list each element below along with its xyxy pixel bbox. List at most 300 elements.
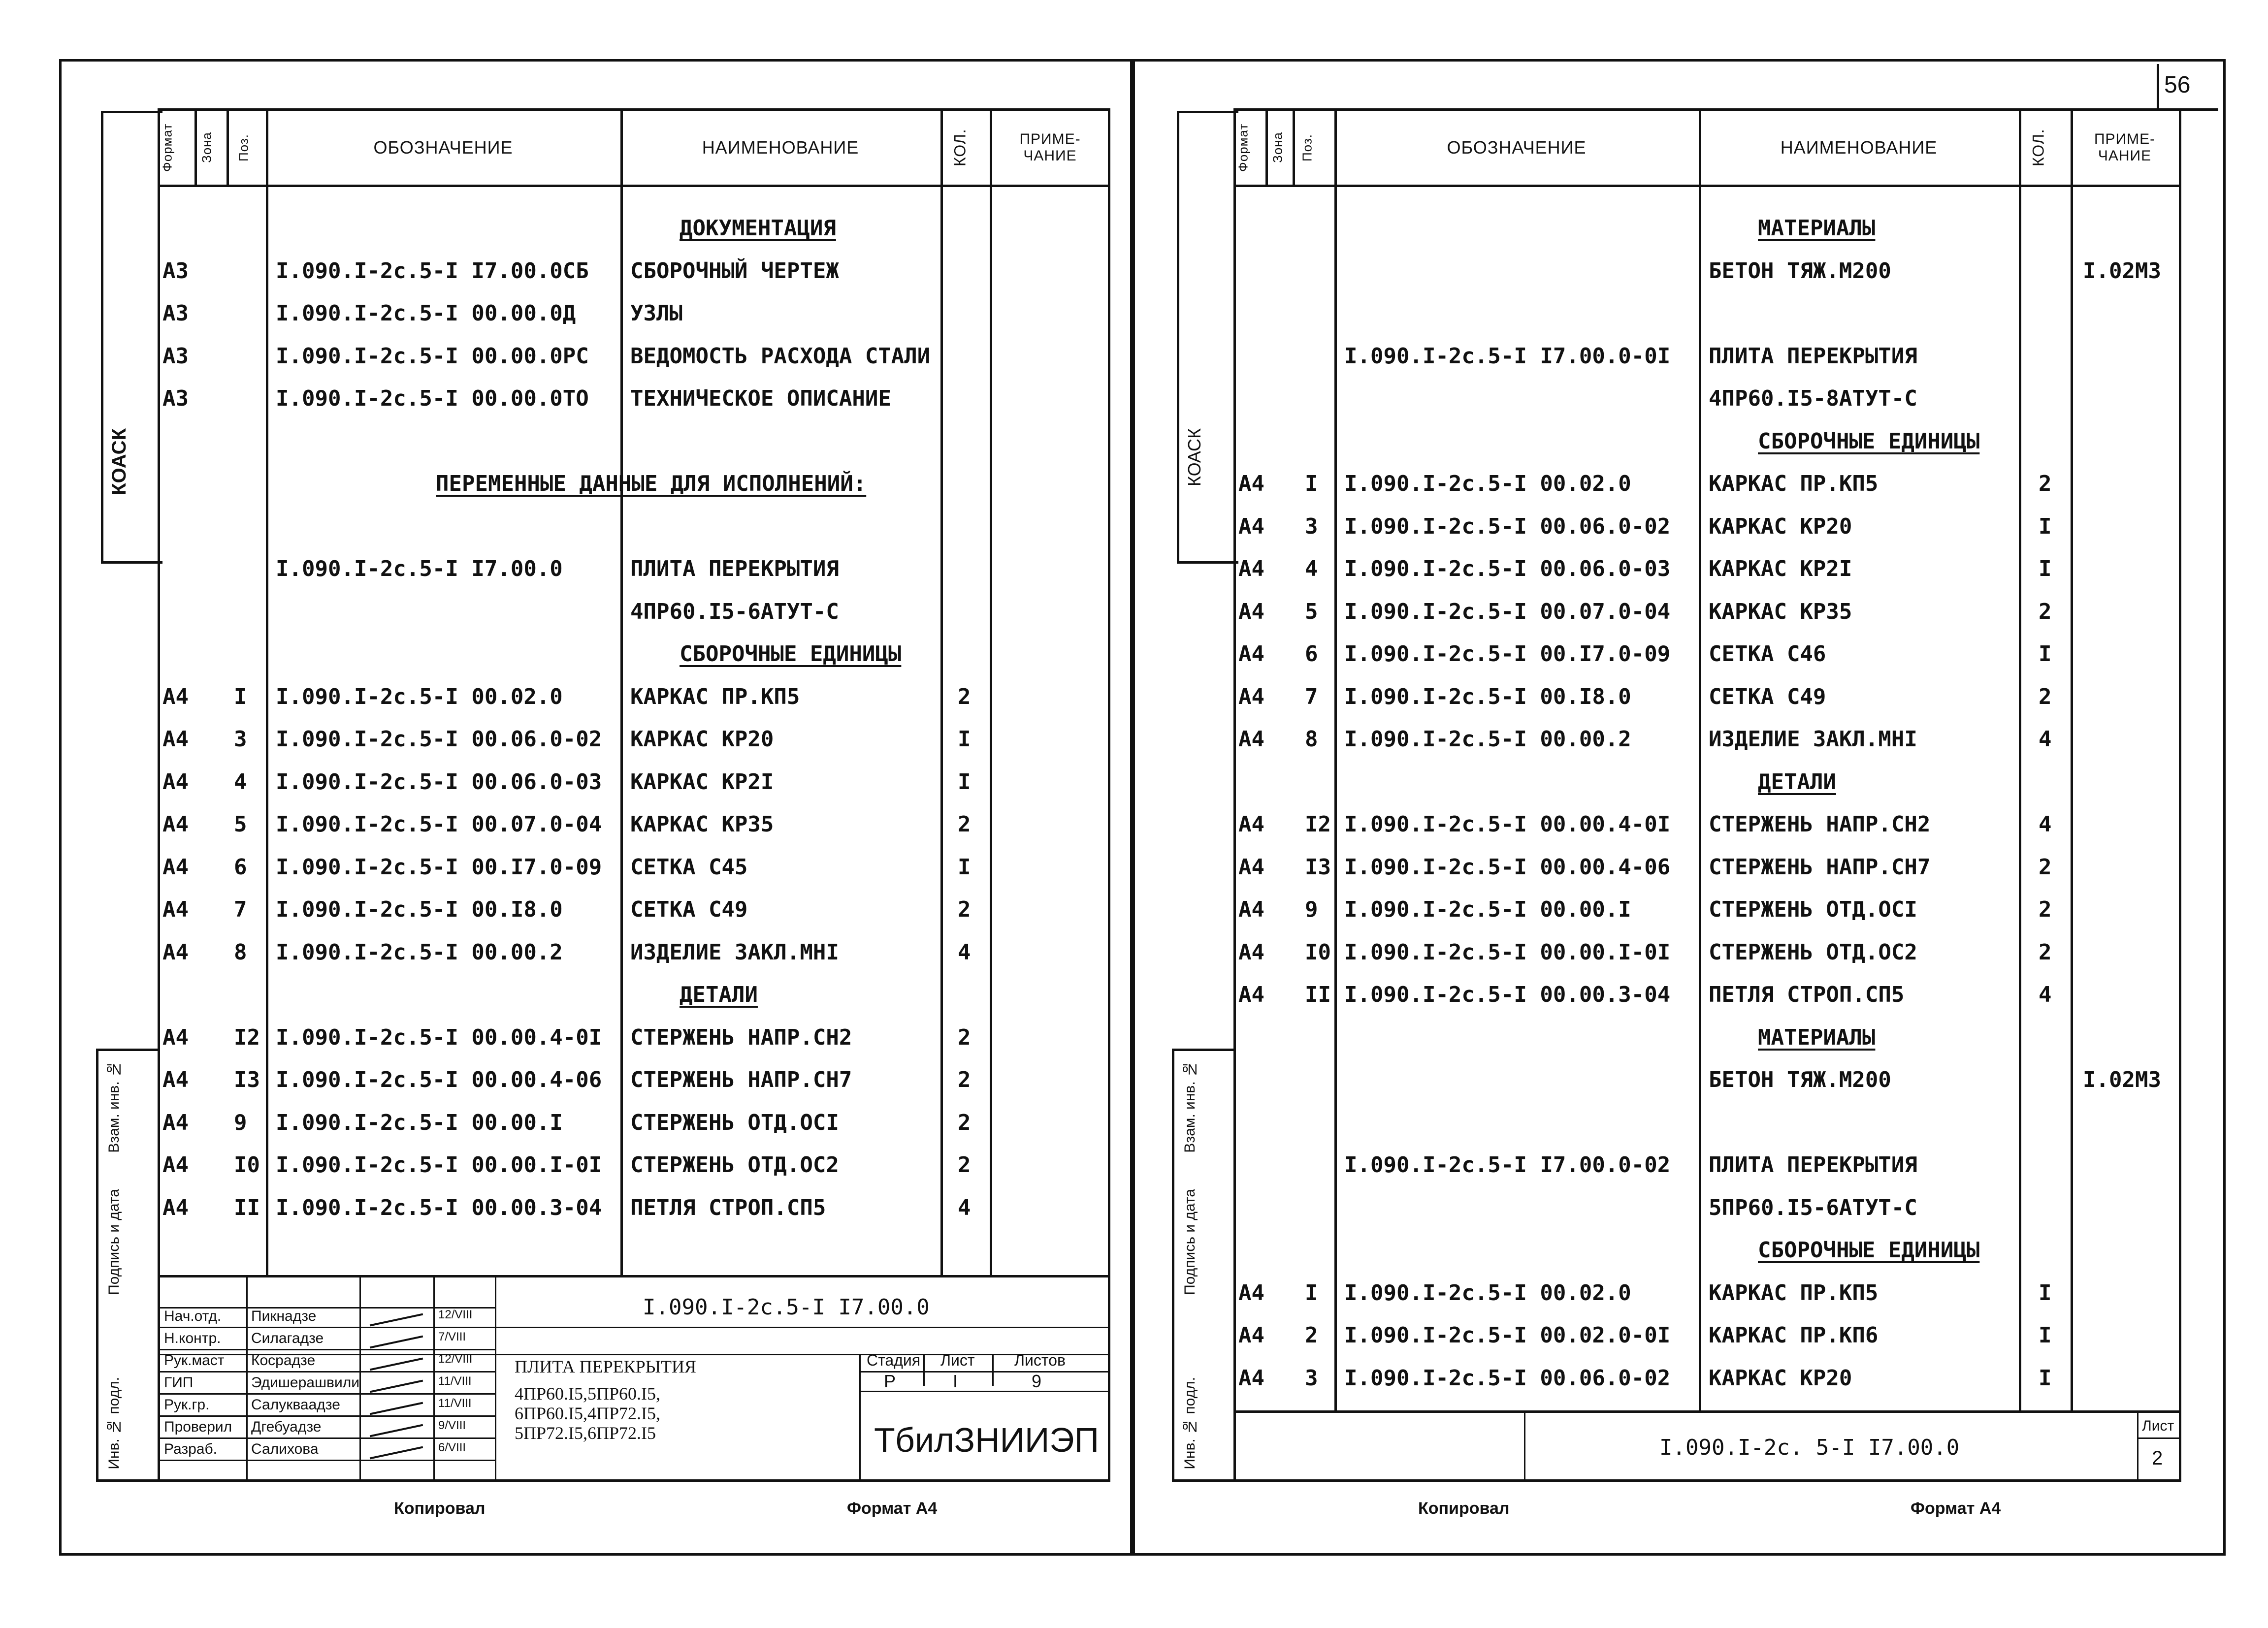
designation-cell: I.090.I-2с.5-I 00.02.0 (1344, 1280, 1631, 1306)
spec-row (160, 1144, 1108, 1186)
position-cell: 3 (1305, 1365, 1318, 1391)
tb-date: 11/VIII (438, 1397, 472, 1410)
format-cell: А4 (1238, 1323, 1264, 1348)
designation-cell: I.090.I-2с.5-I 00.00.4-06 (1344, 854, 1671, 880)
name-cell: УЗЛЫ (630, 301, 682, 326)
format-cell: А4 (162, 684, 189, 709)
tb-date: 12/VIII (438, 1308, 473, 1321)
qty-cell: I (2039, 556, 2052, 581)
name-cell: СБОРОЧНЫЕ ЕДИНИЦЫ (1758, 1238, 1980, 1263)
spec-row (1236, 1101, 2179, 1144)
signature-mark (370, 1380, 423, 1393)
spec-row (1236, 888, 2179, 930)
tb-date: 6/VIII (438, 1441, 466, 1454)
name-cell: СТЕРЖЕНЬ ОТД.ОС2 (630, 1152, 839, 1178)
signature-mark (370, 1446, 423, 1460)
format-cell: А4 (1238, 641, 1264, 667)
left-footer-format: Формат А4 (847, 1499, 938, 1518)
right-stamp-box (1177, 111, 1238, 564)
name-cell: КАРКАС КР2I (1709, 556, 1852, 581)
name-cell: СТЕРЖЕНЬ НАПР.СН7 (630, 1067, 852, 1092)
name-cell: ПЕТЛЯ СТРОП.СП5 (1709, 982, 1905, 1007)
header-zone: Зона (1270, 132, 1285, 163)
position-cell: 6 (234, 854, 247, 880)
qty-cell: 2 (958, 897, 971, 922)
spec-row (1236, 633, 2179, 675)
qty-cell: I (958, 727, 971, 752)
spec-row (160, 590, 1108, 633)
right-spec-rows (1236, 207, 2179, 1413)
spec-row (1236, 462, 2179, 505)
spec-row (1236, 803, 2179, 845)
spec-row (1236, 761, 2179, 803)
spec-row (1236, 973, 2179, 1016)
name-cell: СТЕРЖЕНЬ ОТД.ОСI (630, 1110, 839, 1135)
left-side-labels (96, 1049, 160, 1482)
spec-row (1236, 1229, 2179, 1271)
name-cell: БЕТОН ТЯЖ.М200 (1709, 1067, 1891, 1092)
spec-row (160, 547, 1108, 590)
name-cell: ПЛИТА ПЕРЕКРЫТИЯ (1709, 1152, 1917, 1178)
designation-cell: I.090.I-2с.5-I 00.02.0-0I (1344, 1323, 1671, 1348)
qty-cell: 2 (2039, 897, 2052, 922)
spec-row (1236, 931, 2179, 973)
name-cell: БЕТОН ТЯЖ.М200 (1709, 258, 1891, 284)
spec-row (1236, 718, 2179, 760)
signature-mark (370, 1424, 423, 1437)
tb-role: Проверил (164, 1419, 232, 1435)
name-cell: ТЕХНИЧЕСКОЕ ОПИСАНИЕ (630, 386, 891, 411)
right-side-labels (1172, 1049, 1236, 1482)
tb-date: 9/VIII (438, 1419, 466, 1432)
position-cell: 5 (1305, 599, 1318, 624)
name-cell: КАРКАС КР20 (630, 727, 774, 752)
qty-cell: I (2039, 641, 2052, 667)
spec-row (160, 335, 1108, 377)
spec-row (160, 1186, 1108, 1229)
name-cell: ВЕДОМОСТЬ РАСХОДА СТАЛИ (630, 343, 931, 369)
spec-row (1236, 207, 2179, 249)
position-cell: I0 (234, 1152, 260, 1178)
spec-row (160, 846, 1108, 888)
qty-cell: 4 (958, 939, 971, 965)
position-cell: 9 (1305, 897, 1318, 922)
position-cell: 7 (1305, 684, 1318, 709)
designation-cell: I.090.I-2с.5-I 00.00.I (1344, 897, 1631, 922)
qty-cell: 4 (958, 1195, 971, 1220)
tb-name: Пикнадзе (251, 1308, 317, 1324)
designation-cell: I.090.I-2с.5-I 00.00.I (276, 1110, 563, 1135)
format-cell: А4 (1238, 854, 1264, 880)
qty-cell: 2 (2039, 599, 2052, 624)
signature-mark (370, 1336, 423, 1349)
left-footer-copied: Копировал (394, 1499, 486, 1518)
signature-mark (370, 1402, 423, 1415)
format-cell: А4 (162, 727, 189, 752)
format-cell: А4 (1238, 939, 1264, 965)
designation-cell: I.090.I-2с.5-I 00.02.0 (1344, 471, 1631, 496)
spec-row (1236, 547, 2179, 590)
qty-cell: 2 (958, 1152, 971, 1178)
name-cell: ПЕТЛЯ СТРОП.СП5 (630, 1195, 826, 1220)
format-cell: А4 (1238, 556, 1264, 581)
designation-cell: I.090.I-2с.5-I 00.02.0 (276, 684, 563, 709)
spec-row (1236, 590, 2179, 633)
designation-cell: I.090.I-2с.5-I 00.06.0-03 (276, 769, 602, 795)
designation-cell: I.090.I-2с.5-I 00.06.0-02 (276, 727, 602, 752)
qty-cell: 2 (2039, 854, 2052, 880)
left-stamp-box (101, 111, 162, 564)
tb-date: 11/VIII (438, 1374, 472, 1388)
header-qty: КОЛ. (951, 128, 969, 167)
note-cell: I.02М3 (2083, 258, 2161, 284)
spec-row (160, 1058, 1108, 1101)
tb-name: Силагадзе (251, 1330, 324, 1346)
format-cell: А4 (162, 897, 189, 922)
spec-row (160, 250, 1108, 292)
spec-row (1236, 505, 2179, 547)
spec-row (1236, 675, 2179, 718)
designation-cell: I.090.I-2с.5-I 00.00.3-04 (1344, 982, 1671, 1007)
spec-row (160, 633, 1108, 675)
header-zone: Зона (199, 132, 214, 163)
spec-row (1236, 292, 2179, 334)
position-cell: 4 (1305, 556, 1318, 581)
tb-role: ГИП (164, 1374, 194, 1391)
format-cell: А4 (1238, 599, 1264, 624)
position-cell: 3 (234, 727, 247, 752)
qty-cell: I (2039, 1365, 2052, 1391)
position-cell: I2 (1305, 812, 1331, 837)
name-cell: СТЕРЖЕНЬ ОТД.ОСI (1709, 897, 1917, 922)
name-cell: МАТЕРИАЛЫ (1758, 1024, 1876, 1050)
name-cell: КАРКАС КР20 (1709, 1365, 1852, 1391)
label-inv-no: Инв. № подл. (1182, 1377, 1198, 1469)
qty-cell: I (2039, 513, 2052, 539)
right-title-block (1233, 1410, 2181, 1482)
name-cell: 4ПР60.I5-6АТУТ-С (630, 599, 839, 624)
spec-row (160, 803, 1108, 845)
page-number-box (2157, 64, 2218, 111)
designation-cell: I.090.I-2с.5-I 00.I7.0-09 (1344, 641, 1671, 667)
position-cell: I0 (1305, 939, 1331, 965)
tb-stage-label: Стадия (867, 1351, 921, 1369)
name-cell: КАРКАС КР35 (1709, 599, 1852, 624)
left-title-block (158, 1275, 1110, 1482)
position-cell: 5 (234, 812, 247, 837)
label-replace-inv: Взам. инв. № (1182, 1061, 1198, 1153)
label-inv-no: Инв. № подл. (106, 1377, 122, 1469)
name-cell: СТЕРЖЕНЬ НАПР.СН2 (630, 1024, 852, 1050)
spec-row (1236, 250, 2179, 292)
designation-cell: I.090.I-2с.5-I 00.06.0-02 (1344, 513, 1671, 539)
qty-cell: 2 (958, 1110, 971, 1135)
header-format: Формат (160, 123, 175, 172)
designation-cell: I.090.I-2с.5-I I7.00.0СБ (276, 258, 589, 284)
tb-stage: Р (884, 1371, 896, 1391)
tb-variant-1: 4ПР60.I5,5ПР60.I5, (515, 1384, 661, 1404)
signature-mark (370, 1313, 423, 1327)
header-qty: КОЛ. (2029, 128, 2047, 167)
format-cell: А4 (162, 769, 189, 795)
designation-cell: I.090.I-2с.5-I 00.00.0ТО (276, 386, 589, 411)
designation-cell: I.090.I-2с.5-I 00.00.3-04 (276, 1195, 602, 1220)
tb-name: Эдишерашвили (251, 1374, 359, 1391)
position-cell: I3 (1305, 854, 1331, 880)
name-cell: СЕТКА С45 (630, 854, 748, 880)
designation-cell: I.090.I-2с.5-I 00.00.I-0I (1344, 939, 1671, 965)
spec-row (1236, 1016, 2179, 1058)
left-spec-rows (160, 207, 1108, 1265)
spec-row (1236, 1357, 2179, 1399)
qty-cell: I (2039, 1323, 2052, 1348)
name-cell: СТЕРЖЕНЬ НАПР.СН7 (1709, 854, 1931, 880)
qty-cell: 4 (2039, 812, 2052, 837)
qty-cell: 2 (2039, 939, 2052, 965)
name-cell: 4ПР60.I5-8АТУТ-С (1709, 386, 1917, 411)
tb-variant-2: 6ПР60.I5,4ПР72.I5, (515, 1404, 661, 1423)
tb-doc-code: I.090.I-2с.5-I I7.00.0 (643, 1295, 930, 1320)
position-cell: 7 (234, 897, 247, 922)
header-note: ПРИМЕ- ЧАНИЕ (1019, 131, 1081, 164)
position-cell: 4 (234, 769, 247, 795)
designation-cell: I.090.I-2с.5-I I7.00.0-0I (1344, 343, 1671, 369)
designation-cell: I.090.I-2с.5-I 00.06.0-02 (1344, 1365, 1671, 1391)
position-cell: I3 (234, 1067, 260, 1092)
spec-row (160, 292, 1108, 334)
designation-cell: I.090.I-2с.5-I 00.00.I-0I (276, 1152, 602, 1178)
tb-role: Рук.маст (164, 1352, 225, 1369)
name-cell: ПЛИТА ПЕРЕКРЫТИЯ (1709, 343, 1917, 369)
spec-row (160, 505, 1108, 547)
format-cell: А4 (162, 1195, 189, 1220)
spec-row (160, 888, 1108, 930)
spec-row (1236, 1314, 2179, 1356)
spec-row (160, 207, 1108, 249)
format-cell: А4 (1238, 727, 1264, 752)
header-name: НАИМЕНОВАНИЕ (702, 137, 859, 158)
name-cell: КАРКАС КР2I (630, 769, 774, 795)
format-cell: А3 (162, 258, 189, 284)
format-cell: А4 (162, 939, 189, 965)
name-cell: СТЕРЖЕНЬ ОТД.ОС2 (1709, 939, 1917, 965)
format-cell: А3 (162, 386, 189, 411)
format-cell: А4 (1238, 471, 1264, 496)
spec-row (1236, 846, 2179, 888)
tb-role: Нач.отд. (164, 1308, 222, 1324)
position-cell: 2 (1305, 1323, 1318, 1348)
tb-date: 12/VIII (438, 1352, 473, 1366)
tb-name: Салукваадзе (251, 1397, 340, 1413)
spec-row (160, 675, 1108, 718)
format-cell: А3 (162, 301, 189, 326)
qty-cell: 2 (958, 812, 971, 837)
qty-cell: 2 (958, 1067, 971, 1092)
position-cell: 3 (1305, 513, 1318, 539)
format-cell: А4 (1238, 513, 1264, 539)
tb-name: Салихова (251, 1441, 319, 1457)
format-cell: А3 (162, 343, 189, 369)
name-cell: ДОКУМЕНТАЦИЯ (680, 216, 836, 241)
qty-cell: 4 (2039, 727, 2052, 752)
designation-cell: I.090.I-2с.5-I 00.00.4-0I (1344, 812, 1671, 837)
format-cell: А4 (1238, 982, 1264, 1007)
page-number: 56 (2164, 72, 2191, 98)
format-cell: А4 (1238, 897, 1264, 922)
position-cell: I (234, 684, 247, 709)
position-cell: 6 (1305, 641, 1318, 667)
qty-cell: I (958, 854, 971, 880)
format-cell: А4 (1238, 1365, 1264, 1391)
format-cell: А4 (1238, 812, 1264, 837)
name-cell: СЕТКА С46 (1709, 641, 1826, 667)
spec-row (1236, 1058, 2179, 1101)
spec-row (1236, 420, 2179, 462)
name-cell: СБОРОЧНЫЙ ЧЕРТЕЖ (630, 258, 839, 284)
spec-row (160, 973, 1108, 1016)
label-signature-date: Подпись и дата (1182, 1189, 1198, 1295)
tb-role: Н.контр. (164, 1330, 221, 1346)
name-cell: КАРКАС КР20 (1709, 513, 1852, 539)
tb-org: ТбилЗНИИЭП (874, 1421, 1099, 1459)
tb-date: 7/VIII (438, 1330, 466, 1343)
designation-cell: I.090.I-2с.5-I 00.07.0-04 (276, 812, 602, 837)
format-cell: А4 (162, 812, 189, 837)
header-note: ПРИМЕ- ЧАНИЕ (2094, 131, 2156, 164)
qty-cell: 2 (2039, 471, 2052, 496)
qty-cell: 2 (2039, 684, 2052, 709)
name-cell: КАРКАС ПР.КП5 (1709, 471, 1879, 496)
name-cell: КАРКАС КР35 (630, 812, 774, 837)
tb-product-title: ПЛИТА ПЕРЕКРЫТИЯ (515, 1357, 697, 1376)
format-cell: А4 (1238, 684, 1264, 709)
tb-sheet-label: Лист (2142, 1418, 2174, 1434)
tb-doc-code: I.090.I-2с. 5-I I7.00.0 (1659, 1435, 1960, 1460)
qty-cell: 2 (958, 684, 971, 709)
designation-cell: I.090.I-2с.5-I I7.00.0 (276, 556, 563, 581)
format-cell: А4 (162, 854, 189, 880)
spec-row (160, 1016, 1108, 1058)
name-cell: КАРКАС ПР.КП5 (1709, 1280, 1879, 1306)
position-cell: II (234, 1195, 260, 1220)
right-footer-format: Формат А4 (1911, 1499, 2001, 1518)
spec-row (160, 377, 1108, 419)
name-cell: СТЕРЖЕНЬ НАПР.СН2 (1709, 812, 1931, 837)
name-cell: СБОРОЧНЫЕ ЕДИНИЦЫ (1758, 428, 1980, 454)
format-cell: А4 (162, 1110, 189, 1135)
tb-sheet-label: Лист (940, 1351, 975, 1369)
qty-cell: I (2039, 1280, 2052, 1306)
spec-row (160, 931, 1108, 973)
designation-cell: I.090.I-2с.5-I 00.00.0РС (276, 343, 589, 369)
tb-role: Рук.гр. (164, 1397, 210, 1413)
position-cell: 9 (234, 1110, 247, 1135)
designation-cell: I.090.I-2с.5-I 00.I8.0 (1344, 684, 1631, 709)
tb-sheets: 9 (1032, 1371, 1042, 1391)
spec-row (1236, 1272, 2179, 1314)
name-cell: КАРКАС ПР.КП5 (630, 684, 800, 709)
position-cell: 8 (234, 939, 247, 965)
designation-cell: I.090.I-2с.5-I 00.00.2 (276, 939, 563, 965)
header-name: НАИМЕНОВАНИЕ (1780, 137, 1938, 158)
spec-row (160, 1101, 1108, 1144)
header-designation: ОБОЗНАЧЕНИЕ (1447, 137, 1587, 158)
format-cell: А4 (162, 1152, 189, 1178)
tb-role: Разраб. (164, 1441, 218, 1457)
spec-row (160, 718, 1108, 760)
tb-name: Косрадзе (251, 1352, 316, 1369)
designation-cell: I.090.I-2с.5-I 00.I7.0-09 (276, 854, 602, 880)
name-cell: МАТЕРИАЛЫ (1758, 216, 1876, 241)
qty-cell: 2 (958, 1024, 971, 1050)
tb-variant-3: 5ПР72.I5,6ПР72.I5 (515, 1423, 656, 1443)
spec-row (1236, 377, 2179, 419)
designation-cell: I.090.I-2с.5-I 00.07.0-04 (1344, 599, 1671, 624)
position-cell: I (1305, 471, 1318, 496)
name-cell: ДЕТАЛИ (680, 982, 758, 1007)
spec-row (160, 761, 1108, 803)
right-footer-copied: Копировал (1418, 1499, 1510, 1518)
format-cell: А4 (162, 1024, 189, 1050)
designation-cell: I.090.I-2с.5-I 00.00.4-0I (276, 1024, 602, 1050)
tb-sheets-label: Листов (1014, 1351, 1066, 1369)
signature-mark (370, 1358, 423, 1371)
name-cell: ПЕРЕМЕННЫЕ ДАННЫЕ ДЛЯ ИСПОЛНЕНИЙ: (436, 471, 867, 496)
designation-cell: I.090.I-2с.5-I 00.I8.0 (276, 897, 563, 922)
name-cell: СБОРОЧНЫЕ ЕДИНИЦЫ (680, 641, 902, 667)
name-cell: ПЛИТА ПЕРЕКРЫТИЯ (630, 556, 839, 581)
header-pos: Поз. (1299, 134, 1315, 161)
format-cell: А4 (162, 1067, 189, 1092)
left-spec-header (160, 111, 1108, 187)
spec-row (160, 420, 1108, 462)
spec-row (1236, 335, 2179, 377)
name-cell: ИЗДЕЛИЕ ЗАКЛ.МНI (630, 939, 839, 965)
tb-sheet: I (953, 1371, 958, 1391)
name-cell: СЕТКА С49 (1709, 684, 1826, 709)
stamp-koask: КОАСК (1184, 428, 1204, 486)
spec-row (1236, 1186, 2179, 1229)
designation-cell: I.090.I-2с.5-I 00.00.0Д (276, 301, 576, 326)
position-cell: I (1305, 1280, 1318, 1306)
tb-name: Дгебуадзе (251, 1419, 322, 1435)
spec-row (1236, 1144, 2179, 1186)
qty-cell: I (958, 769, 971, 795)
note-cell: I.02М3 (2083, 1067, 2161, 1092)
stamp-koask: КОАСК (108, 428, 130, 495)
format-cell: А4 (1238, 1280, 1264, 1306)
header-designation: ОБОЗНАЧЕНИЕ (373, 137, 513, 158)
label-signature-date: Подпись и дата (106, 1189, 122, 1295)
position-cell: 8 (1305, 727, 1318, 752)
designation-cell: I.090.I-2с.5-I 00.00.4-06 (276, 1067, 602, 1092)
position-cell: I2 (234, 1024, 260, 1050)
name-cell: КАРКАС ПР.КП6 (1709, 1323, 1879, 1348)
designation-cell: I.090.I-2с.5-I 00.00.2 (1344, 727, 1631, 752)
name-cell: ИЗДЕЛИЕ ЗАКЛ.МНI (1709, 727, 1917, 752)
designation-cell: I.090.I-2с.5-I 00.06.0-03 (1344, 556, 1671, 581)
qty-cell: 4 (2039, 982, 2052, 1007)
tb-sheet: 2 (2152, 1447, 2163, 1469)
header-pos: Поз. (236, 134, 251, 161)
name-cell: СЕТКА С49 (630, 897, 748, 922)
position-cell: II (1305, 982, 1331, 1007)
designation-cell: I.090.I-2с.5-I I7.00.0-02 (1344, 1152, 1671, 1178)
right-spec-header (1236, 111, 2179, 187)
name-cell: ДЕТАЛИ (1758, 769, 1836, 795)
spec-row (160, 462, 1108, 505)
name-cell: 5ПР60.I5-6АТУТ-С (1709, 1195, 1917, 1220)
